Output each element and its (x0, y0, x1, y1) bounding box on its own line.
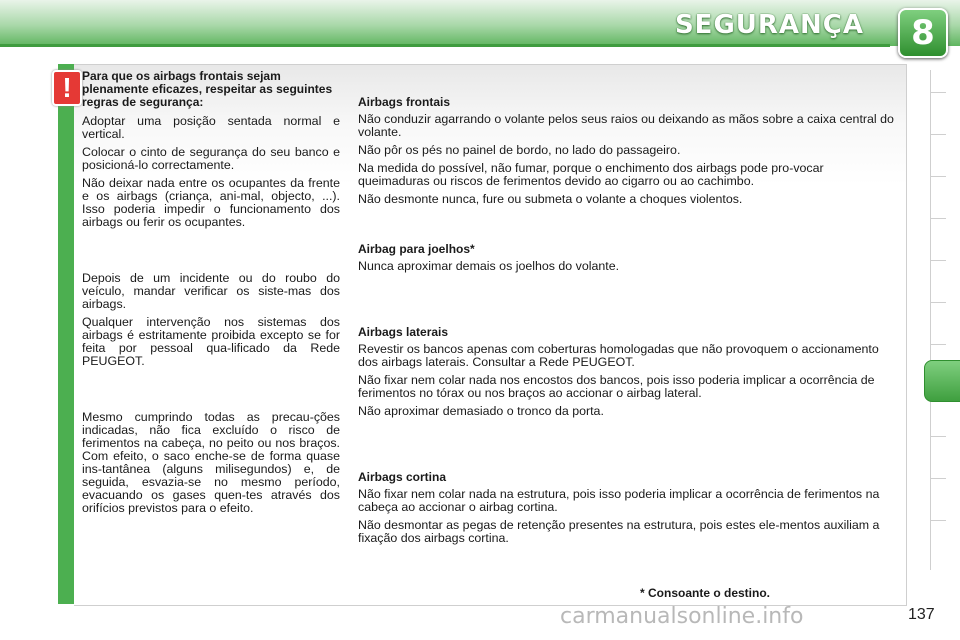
spacer (358, 278, 898, 326)
right-column (358, 96, 898, 550)
cortina-paragraph: Não desmontar as pegas de retenção presentes na estrutura, pois estes ele-mentos auxiliam a fixação dos airbags cortina. (358, 518, 880, 545)
chapter-tab[interactable] (930, 302, 946, 303)
spacer (358, 423, 898, 471)
chapter-tab[interactable] (930, 134, 946, 135)
left-paragraph: Colocar o cinto de segurança do seu banco e posicioná-lo correctamente. (82, 145, 340, 172)
chapter-tab[interactable] (930, 260, 946, 261)
frontais-title: Airbags frontais (358, 95, 451, 109)
joelhos-paragraph: Nunca aproximar demais os joelhos do volante. (358, 259, 620, 273)
cortina-paragraph: Não fixar nem colar nada na estrutura, pois isso poderia implicar a ocorrência de ferimentos na cabeça ao accionar o airbag cortina. (358, 487, 880, 514)
page-number: 137 (908, 606, 935, 623)
laterais-paragraph: Não aproximar demasiado o tronco da porta. (358, 404, 604, 418)
chapter-tab-strip (930, 70, 947, 570)
watermark: carmanualsonline.info (560, 604, 804, 629)
chapter-tab[interactable] (930, 176, 946, 177)
frontais-paragraph: Não conduzir agarrando o volante pelos seus raios ou deixando as mãos sobre a caixa central do volante. (358, 112, 894, 139)
cortina-title: Airbags cortina (358, 470, 447, 484)
header-rule (0, 44, 890, 47)
laterais-paragraph: Não fixar nem colar nada nos encostos dos bancos, pois isso poderia implicar a ocorrência de ferimentos no tórax ou nos braços ao accionar o airbag lateral. (358, 373, 875, 400)
section-title: SEGURANÇA (674, 10, 864, 40)
chapter-tab[interactable] (930, 218, 946, 219)
spacer (82, 373, 340, 411)
laterais-paragraph: Revestir os bancos apenas com coberturas homologadas que não provoquem o accionamento dos airbags laterais. Consultar a Rede PEUGEOT. (358, 342, 879, 369)
spacer (82, 234, 340, 272)
left-paragraph: Adoptar uma posição sentada normal e vertical. (82, 114, 340, 141)
left-paragraph: Depois de um incidente ou do roubo do veículo, mandar verificar os siste-mas dos airbags. (82, 271, 340, 311)
chapter-badge: 8 (898, 8, 948, 58)
frontais-paragraph: Não pôr os pés no painel de bordo, no lado do passageiro. (358, 143, 681, 157)
chapter-tab[interactable] (930, 344, 946, 345)
chapter-tab-active[interactable] (924, 360, 960, 402)
joelhos-title: Airbag para joelhos* (358, 242, 475, 256)
chapter-tab[interactable] (930, 478, 946, 479)
footnote: * Consoante o destino. (640, 586, 771, 600)
spacer (358, 211, 898, 243)
left-heading: Para que os airbags frontais sejam plenamente eficazes, respeitar as seguintes regras de segurança: (82, 69, 333, 109)
left-paragraph: Qualquer intervenção nos sistemas dos airbags é estritamente proibida excepto se for feita por pessoal qua-lificado da Rede PEUGEOT. (82, 315, 340, 368)
left-paragraph: Mesmo cumprindo todas as precau-ções indicadas, não fica excluído o risco de ferimentos na cabeça, no peito ou nos braços. Com efeito, o saco enche-se de forma quase ins-tantânea (alguns milisegundos) e, de seguida, esvazia-se no mesmo período, evacuando os gases quen-tes através dos orifícios previstos para o efeito. (82, 410, 340, 515)
left-column (82, 70, 340, 520)
chapter-tab[interactable] (930, 520, 946, 521)
warning-side-bar (58, 64, 74, 604)
left-paragraph: Não deixar nada entre os ocupantes da frente e os airbags (criança, ani-mal, objecto, ...). Isso poderia impedir o funcionamento dos airbags ou ferir os ocupantes. (82, 176, 340, 229)
laterais-title: Airbags laterais (358, 325, 449, 339)
chapter-tab[interactable] (930, 436, 946, 437)
frontais-paragraph: Na medida do possível, não fumar, porque o enchimento dos airbags pode pro-vocar queimaduras ou riscos de ferimentos devido ao cigarro ou ao cachimbo. (358, 161, 824, 188)
warning-icon: ! (52, 70, 82, 106)
frontais-paragraph: Não desmonte nunca, fure ou submeta o volante a choques violentos. (358, 192, 743, 206)
chapter-tab[interactable] (930, 92, 946, 93)
